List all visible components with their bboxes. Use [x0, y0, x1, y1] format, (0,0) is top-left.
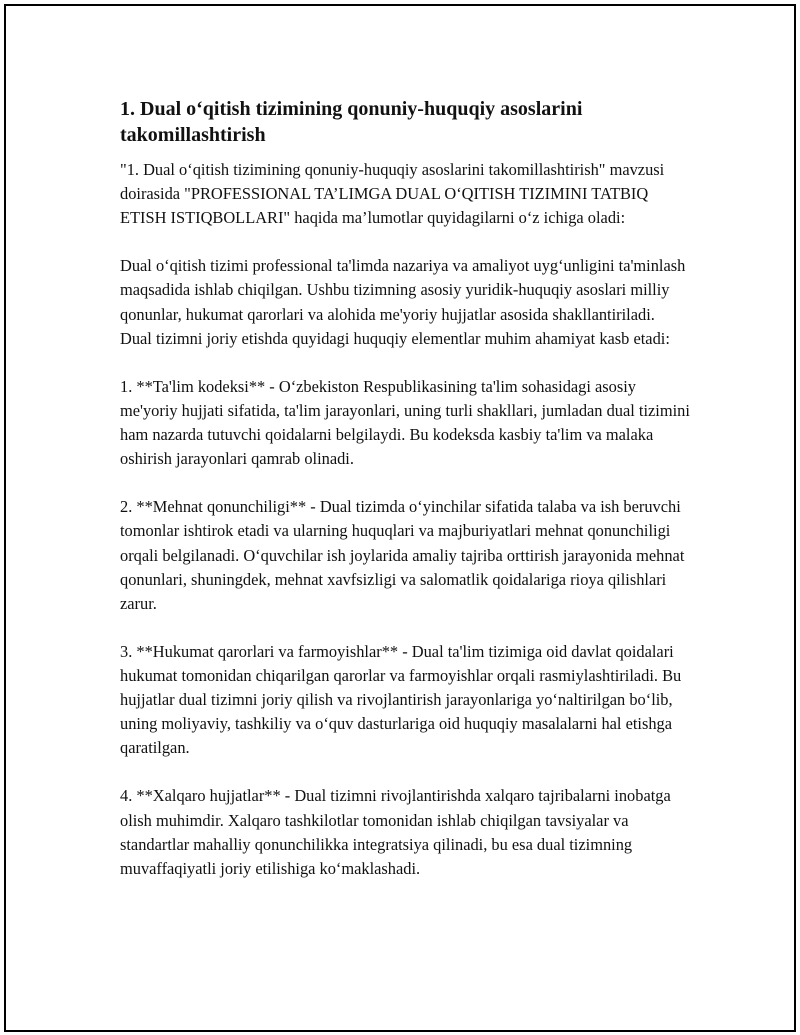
intro-paragraph: "1. Dual o‘qitish tizimining qonuniy-huquqiy asoslarini takomillashtirish" mavzusi doirasida "PROFESSIONAL TA’LIMGA DUAL O‘QITISH TIZIMINI TATBIQ ETISH ISTIQBOLLARI" haqida ma’lumotlar quyidagilarni o‘z ichiga oladi:: [120, 160, 665, 228]
section-heading: 1. Dual o‘qitish tizimining qonuniy-huquqiy asoslarini takomillashtirish: [120, 98, 583, 146]
list-item-government-decrees: 3. **Hukumat qarorlari va farmoyishlar** - Dual ta'lim tizimiga oid davlat qoidalari hukumat tomonidan chiqarilgan qarorlar va farmoyishlar orqali rasmiylashtiriladi. Bu hujjatlar dual tizimni joriy qilish va rivojlantirish jarayonlariga yo‘naltirilgan bo‘lib, uning moliyaviy, tashkiliy va o‘quv dasturlariga oid huquqiy masalalarni hal etishga qaratilgan.: [120, 641, 682, 758]
list-item-education-code: 1. **Ta'lim kodeksi** - O‘zbekiston Respublikasining ta'lim sohasidagi asosiy me'yoriy hujjati sifatida, ta'lim jarayonlari, uning turli shakllari, jumladan dual tizimini ham nazarda tutuvchi qoidalarni belgilaydi. Bu kodeksda kasbiy ta'lim va malaka oshirish jarayonlari qamrab olinadi.: [120, 376, 690, 469]
list-item-labor-law: 2. **Mehnat qonunchiligi** - Dual tizimda o‘yinchilar sifatida talaba va ish beruvchi tomonlar ishtirok etadi va ularning huquqlari va majburiyatlari mehnat qonunchiligi orqali belgilanadi. O‘quvchilar ish joylarida amaliy tajriba orttirish jarayonida mehnat qonunlari, shuningdek, mehnat xavfsizligi va salomatlik qoidalariga rioya qilishlari zarur.: [120, 497, 685, 613]
document-page: [4, 4, 796, 1032]
document-body: [120, 96, 690, 905]
overview-paragraph: Dual o‘qitish tizimi professional ta'limda nazariya va amaliyot uyg‘unligini ta'minlash maqsadida ishlab chiqilgan. Ushbu tizimning asosiy yuridik-huquqiy asoslari milliy qonunlar, hukumat qarorlari va alohida me'yoriy hujjatlar asosida shakllantiriladi. Dual tizimni joriy etishda quyidagi huquqiy elementlar muhim ahamiyat kasb etadi:: [120, 256, 686, 348]
list-item-international-documents: 4. **Xalqaro hujjatlar** - Dual tizimni rivojlantirishda xalqaro tajribalarni inobatga olish muhimdir. Xalqaro tashkilotlar tomonidan ishlab chiqilgan tavsiyalar va standartlar mahalliy qonunchilikka integratsiya qilinadi, bu esa dual tizimning muvaffaqiyatli joriy etilishiga ko‘maklashadi.: [120, 786, 671, 878]
